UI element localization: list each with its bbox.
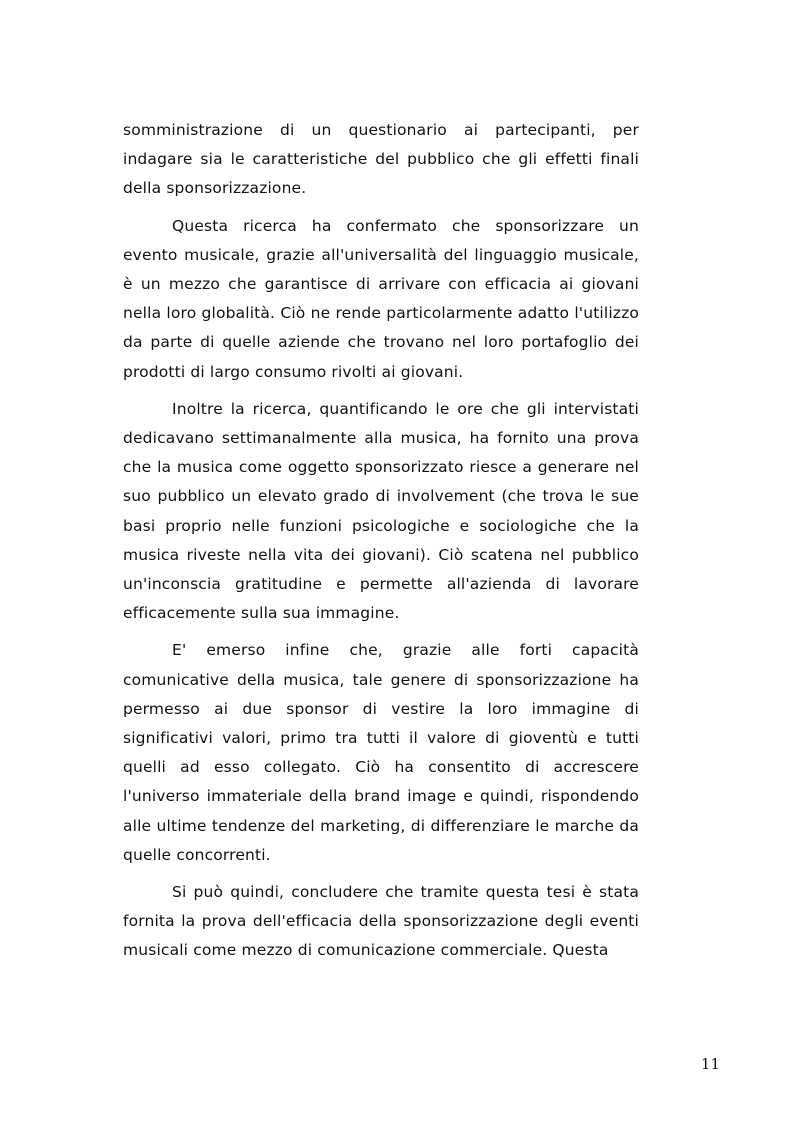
paragraph-1: somministrazione di un questionario ai partecipanti, per indagare sia le caratteristiche del pubblico che gli effetti finali della sponsorizzazione. bbox=[123, 121, 639, 198]
paragraph-2: Questa ricerca ha confermato che sponsorizzare un evento musicale, grazie all'universalità del linguaggio musicale, è un mezzo che garantisce di arrivare con efficacia ai giovani nella loro globalità. Ciò ne rende particolarmente adatto l'utilizzo da parte di quelle aziende che trovano nel loro portafoglio dei prodotti di largo consumo rivolti ai giovani. bbox=[123, 216, 639, 381]
paragraph-4: E' emerso infine che, grazie alle forti capacità comunicative della musica, tale genere di sponsorizzazione ha permesso ai due sponsor di vestire la loro immagine di significativi valori, primo tra tutti il valore di gioventù e tutti quelli ad esso collegato. Ciò ha consentito di accrescere l'universo immateriale della brand image e quindi, rispondendo alle ultime tendenze del marketing, di differenziare le marche da quelle concorrenti. bbox=[123, 641, 639, 864]
paragraph-3: Inoltre la ricerca, quantificando le ore che gli intervistati dedicavano settimanalmente alla musica, ha fornito una prova che la musica come oggetto sponsorizzato riesce a generare nel suo pubblico un elevato grado di involvement (che trova le sue basi proprio nelle funzioni psicologiche e sociologiche che la musica riveste nella vita dei giovani). Ciò scatena nel pubblico un'inconscia gratitudine e permette all'azienda di lavorare efficacemente sulla sua immagine. bbox=[123, 399, 639, 623]
paragraph-5: Si può quindi, concludere che tramite questa tesi è stata fornita la prova dell'efficacia della sponsorizzazione degli eventi musicali come mezzo di comunicazione commerciale. Questa bbox=[123, 883, 639, 960]
body-text bbox=[123, 116, 639, 974]
page-number: 11 bbox=[700, 1055, 720, 1073]
